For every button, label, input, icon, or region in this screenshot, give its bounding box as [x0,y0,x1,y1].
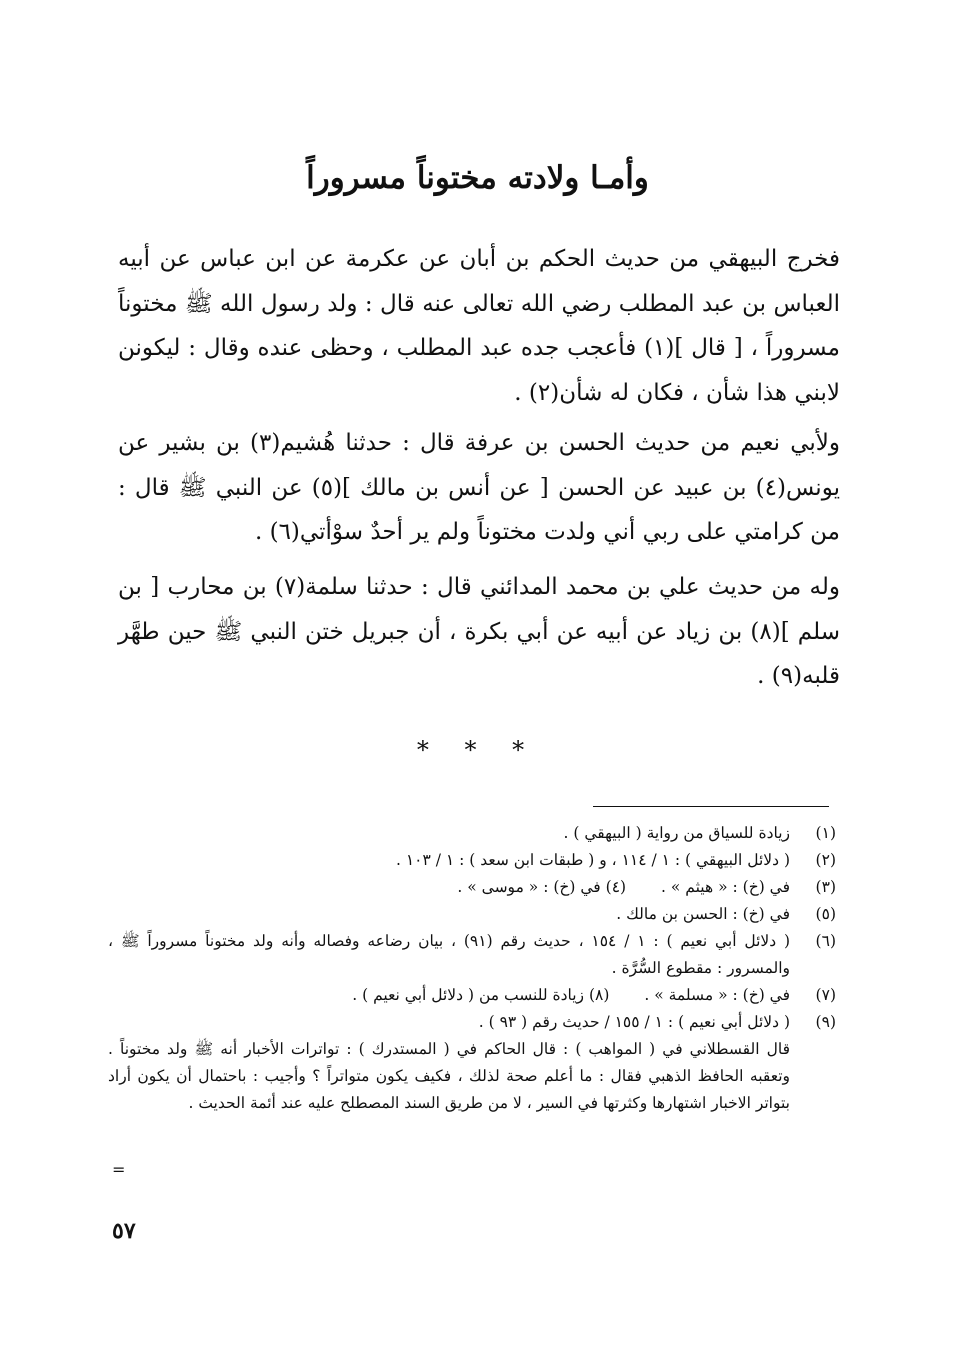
footnote-text: ( دلائل أبي نعيم ) : ١ / ١٥٤ ، حديث رقم (٩١) ، بيان رضاعه وفصاله وأنه ولد مختوناً مسروراً ﷺ ، والمسرور : مقطوع السُّرَّة . [108,932,791,977]
footnote-9 [108,1009,836,1036]
footnote-text: في (خ) : « مسلمة » . [644,986,790,1004]
footnote-number: (٩) [815,1013,836,1031]
footnote-rule [593,806,829,807]
footnote-5 [108,901,836,928]
footnote-text: ( دلائل البيهقي ) : ١ / ١١٤ ، و ( طبقات ابن سعد ) : ١ / ١٠٣ . [395,851,790,869]
continuation-mark: = [112,1160,126,1179]
paragraph-2: ولأبي نعيم من حديث الحسن بن عرفة قال : حدثنا هُشيم(٣) بن بشير عن يونس(٤) بن عبيد عن الحسن [ عن أنس بن مالك ](٥) عن النبي ﷺ قال : من كرامتي على ربي أني ولدت مختوناً ولم ير أحدٌ سوْأتي(٦) . [118,430,840,545]
footnote-text: في (خ) : الحسن بن مالك . [616,905,790,923]
footnote-7-8 [108,982,836,1009]
footnote-number: (٨) [588,986,610,1004]
paragraph-1: فخرج البيهقي من حديث الحكم بن أبان عن عكرمة عن ابن عباس عن أبيه العباس بن عبد المطلب رضي الله تعالى عنه قال : ولد رسول الله ﷺ مختوناً مسروراً ، [ قال ](١) فأعجب جده عبد المطلب ، وحظى عنده وقال : ليكونن لابني هذا شأن ، فكان له شأن(٢) . [118,246,840,406]
footnote-1 [108,820,836,847]
footnote-text: في (خ) : « هيثم » . [661,878,790,896]
footnote-number: (٦) [815,932,836,950]
footnote-3-4 [108,874,836,901]
footnote-number: (٥) [815,905,836,923]
footnote-number: (٧) [815,986,836,1004]
footnote-number: (٣) [815,878,836,896]
footnote-number: (١) [815,824,836,842]
section-separator: * * * [416,736,539,764]
footnote-2 [108,847,836,874]
footnote-6 [108,928,836,982]
footnote-number: (٤) [605,878,627,896]
footnote-text: ( دلائل أبي نعيم ) : ١ / ١٥٥ / حديث رقم ( ٩٣ ) . [478,1013,790,1031]
footnote-text: في (خ) : « موسى » . [457,878,601,896]
footnote-number: (٢) [815,851,836,869]
paragraph-3: وله من حديث علي بن محمد المدائني قال : حدثنا سلمة(٧) بن محارب [ بن سلم ](٨) بن زياد عن أبيه عن أبي بكرة ، أن جبريل ختن النبي ﷺ حين طهَّر قلبه(٩) . [118,574,840,689]
footnote-text: زيادة للسياق من رواية ( البيهقي ) . [563,824,790,842]
chapter-title: وأمـا ولادته مختوناً مسروراً [306,160,649,196]
footnote-text: زيادة للنسب من ( دلائل أبي نعيم ) . [352,986,585,1004]
footnotes [108,820,836,1117]
footnote-9-continuation: قال القسطلاني في ( المواهب ) : قال الحاكم في ( المستدرك ) : تواترات الأخبار أنه ﷺ ولد مختوناً . وتعقبه الحافظ الذهبي فقال : ما أعلم صحة لذلك ، فكيف يكون متواتراً ؟ وأجيب : باحتمال أن يكون أراد بتواتر الاخبار اشتهارها وكثرتها في السير ، لا من طريق السند المصطلح عليه عند أئمة الحديث . [108,1040,790,1112]
page-number: ٥٧ [112,1218,136,1244]
